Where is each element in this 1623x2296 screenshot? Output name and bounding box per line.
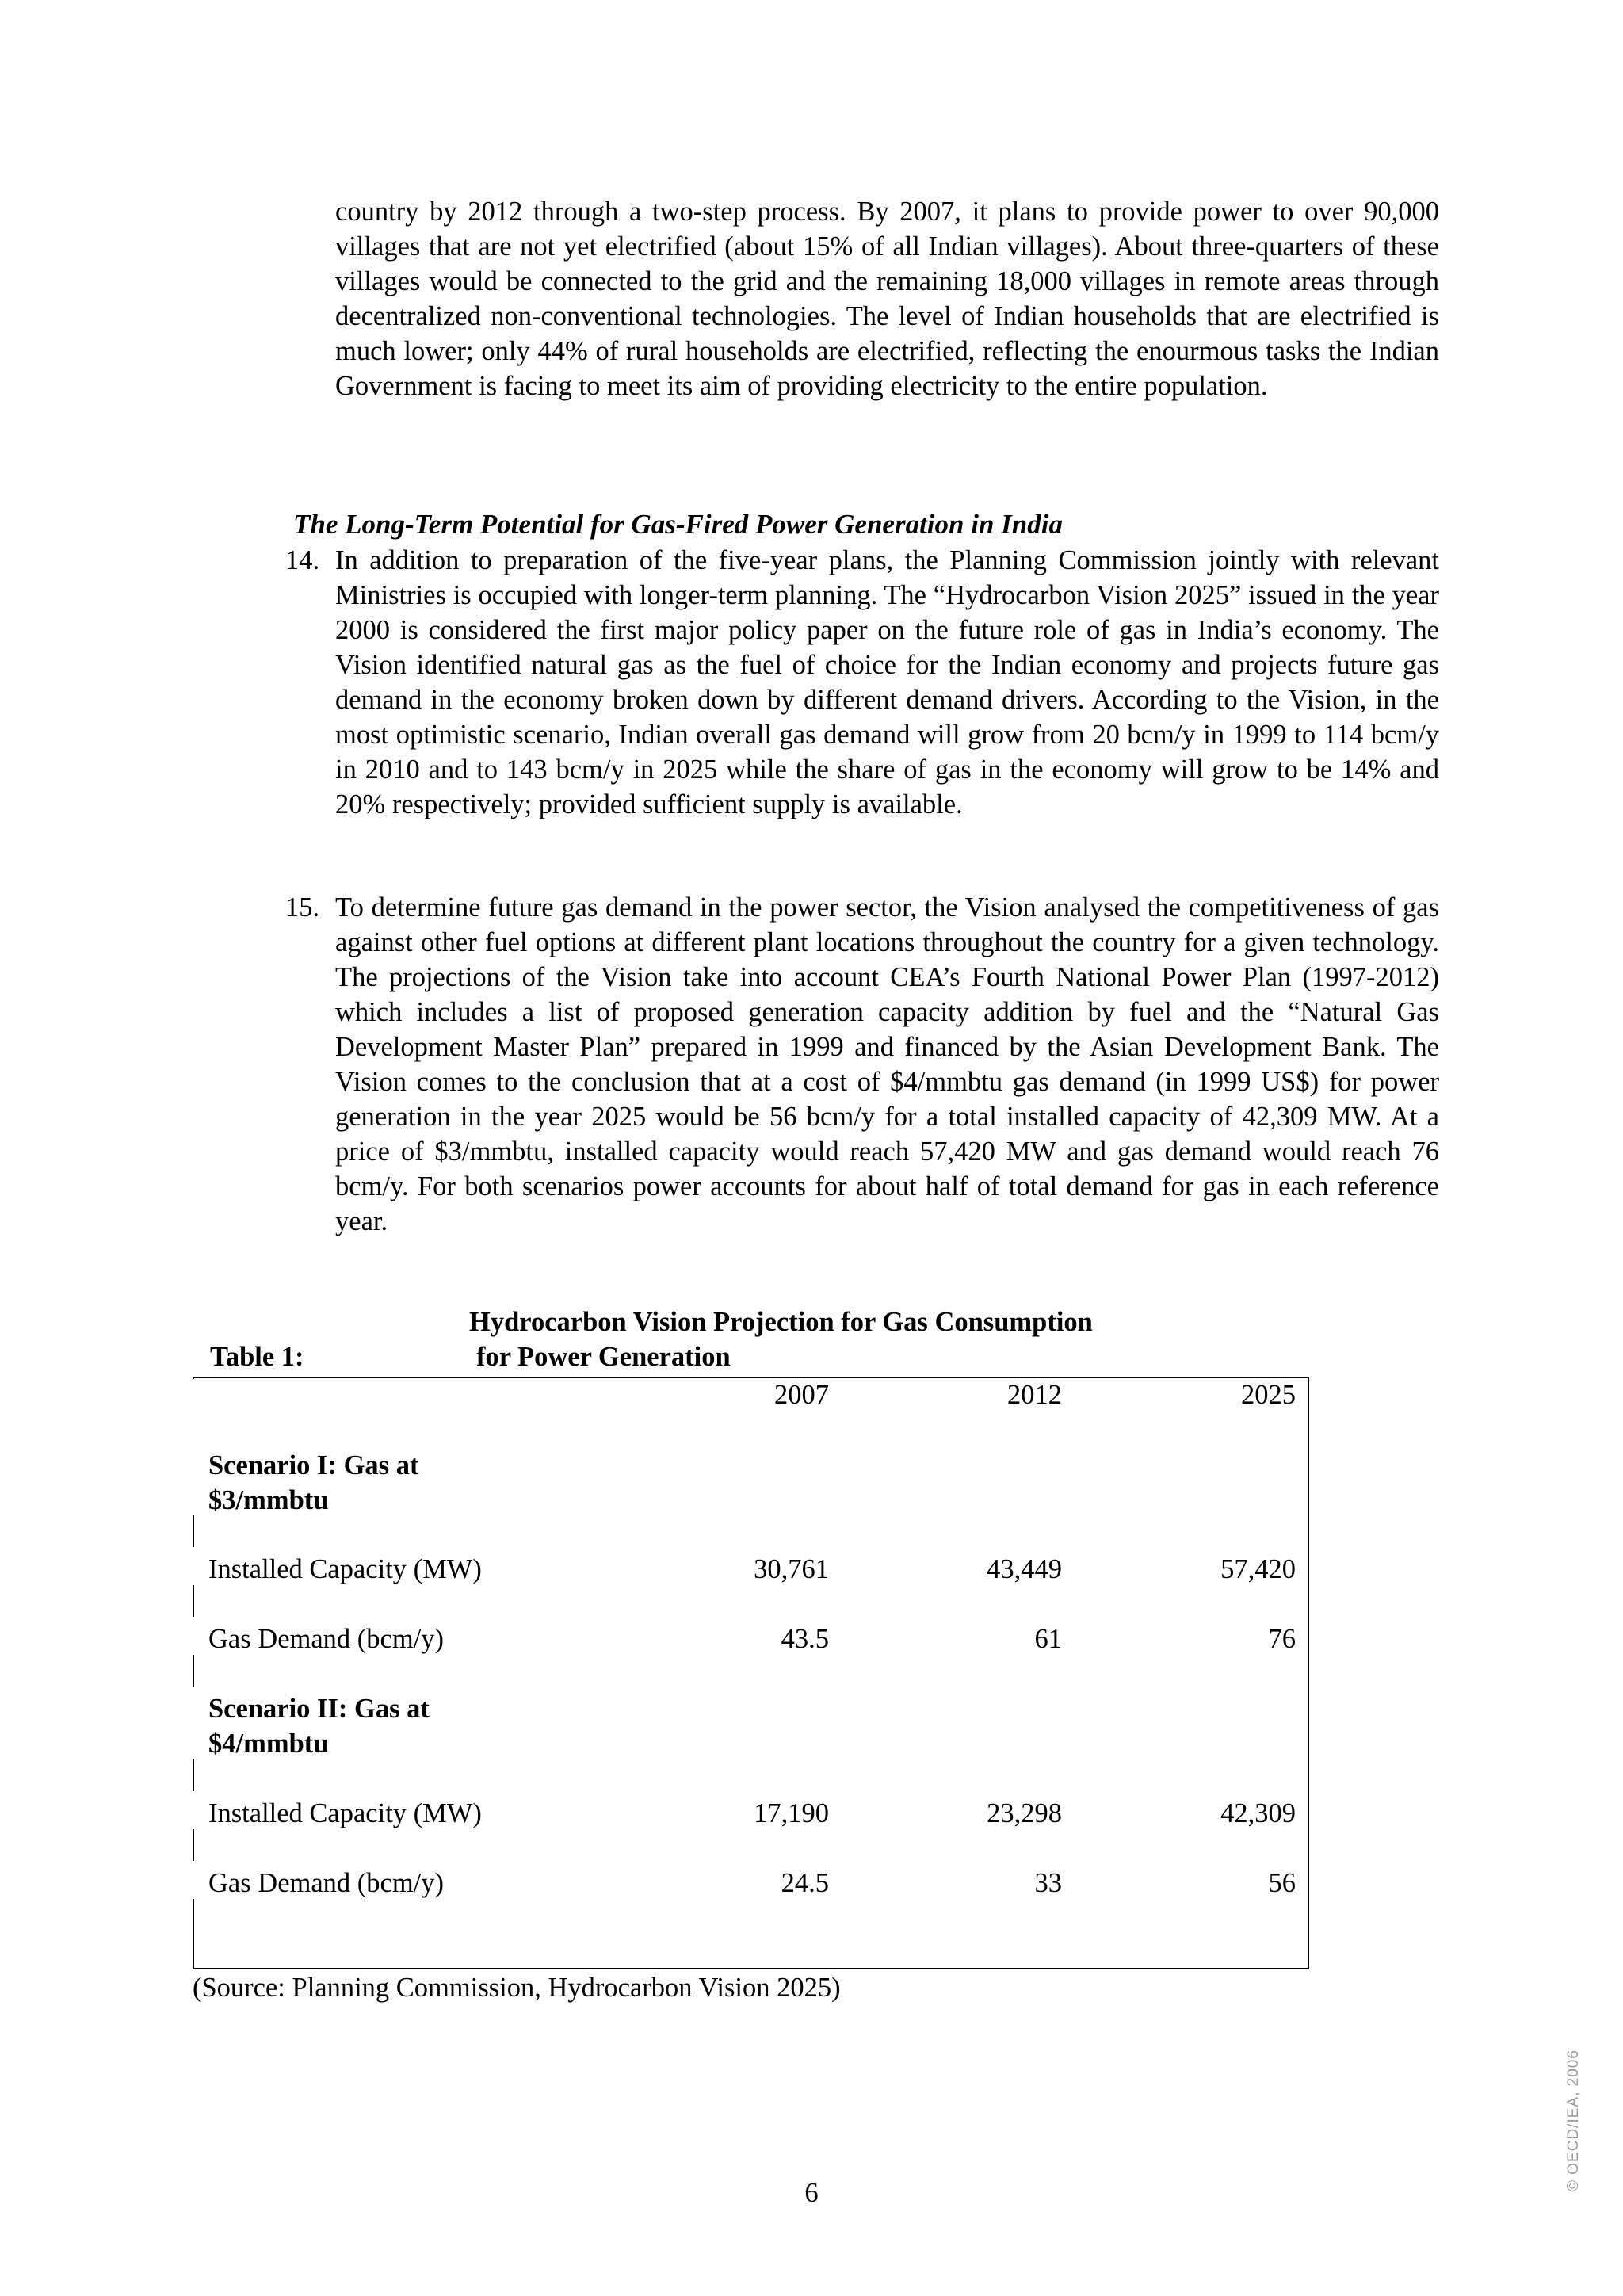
table-left-border [193,1377,194,1379]
copyright-watermark: © OECD/IEA, 2006 [1565,2050,1582,2191]
page-number: 6 [804,2178,819,2208]
paragraph-text: To determine future gas demand in the power sector, the Vision analysed the competitiveness of gas against other fuel options at different plant locations throughout the country for a given technology. The projections of the Vision take into account CEA’s Fourth National Power Plan (1997-2012) which includes a list of proposed generation capacity addition by fuel and the “Natural Gas Development Master Plan” prepared in 1999 and financed by the Asian Development Bank. The Vision comes to the conclusion that at a cost of $4/mmbtu gas demand (in 1999 US$) for power generation in the year 2025 would be 56 bcm/y for a total installed capacity of 42,309 MW. At a price of $3/mmbtu, installed capacity would reach 57,420 MW and gas demand would reach 76 bcm/y. For both scenarios power accounts for about half of total demand for gas in each reference year. [335,892,1439,1236]
table-left-border [193,1899,194,1969]
table-cell: 57,420 [1220,1554,1296,1584]
table-left-border [193,1759,194,1791]
scenario-1-heading: Scenario I: Gas at [208,1450,419,1480]
paragraph-number: 14. [285,545,320,575]
row-label: Gas Demand (bcm/y) [208,1868,444,1898]
row-label: Installed Capacity (MW) [208,1798,482,1828]
table-cell: 43,449 [987,1554,1062,1584]
table-title-line-1: Hydrocarbon Vision Projection for Gas Consumption [469,1307,1093,1337]
table-label: Table 1: [210,1342,304,1372]
table-cell: 17,190 [754,1798,829,1828]
scenario-2-heading: Scenario II: Gas at [208,1694,430,1724]
scenario-2-price: $4/mmbtu [208,1729,329,1759]
table-cell: 23,298 [987,1798,1062,1828]
table-cell: 61 [1034,1624,1062,1654]
row-label: Installed Capacity (MW) [208,1554,482,1584]
table-left-border [193,1515,194,1547]
paragraph-number: 15. [285,892,320,923]
column-header-2025: 2025 [1241,1380,1296,1410]
paragraph-15 [285,890,1439,1239]
table-left-border [193,1655,194,1687]
table-left-border [193,1585,194,1617]
table-cell: 30,761 [754,1554,829,1584]
column-header-2007: 2007 [774,1380,829,1410]
table-cell: 24.5 [781,1868,829,1898]
table-title-line-2: for Power Generation [476,1342,731,1372]
column-header-2012: 2012 [1007,1380,1062,1410]
table-left-border [193,1829,194,1861]
table-source: (Source: Planning Commission, Hydrocarbon Vision 2025) [193,1973,841,2003]
table-cell: 42,309 [1220,1798,1296,1828]
table-cell: 43.5 [781,1624,829,1654]
table-cell: 56 [1268,1868,1296,1898]
table-cell: 76 [1268,1624,1296,1654]
paragraph-14 [285,543,1439,822]
row-label: Gas Demand (bcm/y) [208,1624,444,1654]
paragraph-text: In addition to preparation of the five-year plans, the Planning Commission jointly with relevant Ministries is occupied with longer-term planning. The “Hydrocarbon Vision 2025” issued in the year 2000 is considered the first major policy paper on the future role of gas in India’s economy. The Vision identified natural gas as the fuel of choice for the Indian economy and projects future gas demand in the economy broken down by different demand drivers. According to the Vision, in the most optimistic scenario, Indian overall gas demand will grow from 20 bcm/y in 1999 to 114 bcm/y in 2010 and to 143 bcm/y in 2025 while the share of gas in the economy will grow to be 14% and 20% respectively; provided sufficient supply is available. [335,545,1439,819]
section-heading: The Long-Term Potential for Gas-Fired Power Generation in India [293,509,1063,540]
table-cell: 33 [1034,1868,1062,1898]
scenario-1-price: $3/mmbtu [208,1485,329,1515]
intro-paragraph: country by 2012 through a two-step process. By 2007, it plans to provide power to over 90,000 villages that are not yet electrified (about 15% of all Indian villages). About three-quarters of these villages would be connected to the grid and the remaining 18,000 villages in remote areas through decentralized non-conventional technologies. The level of Indian households that are electrified is much lower; only 44% of rural households are electrified, reflecting the enourmous tasks the Indian Government is facing to meet its aim of providing electricity to the entire population. [335,197,1439,401]
